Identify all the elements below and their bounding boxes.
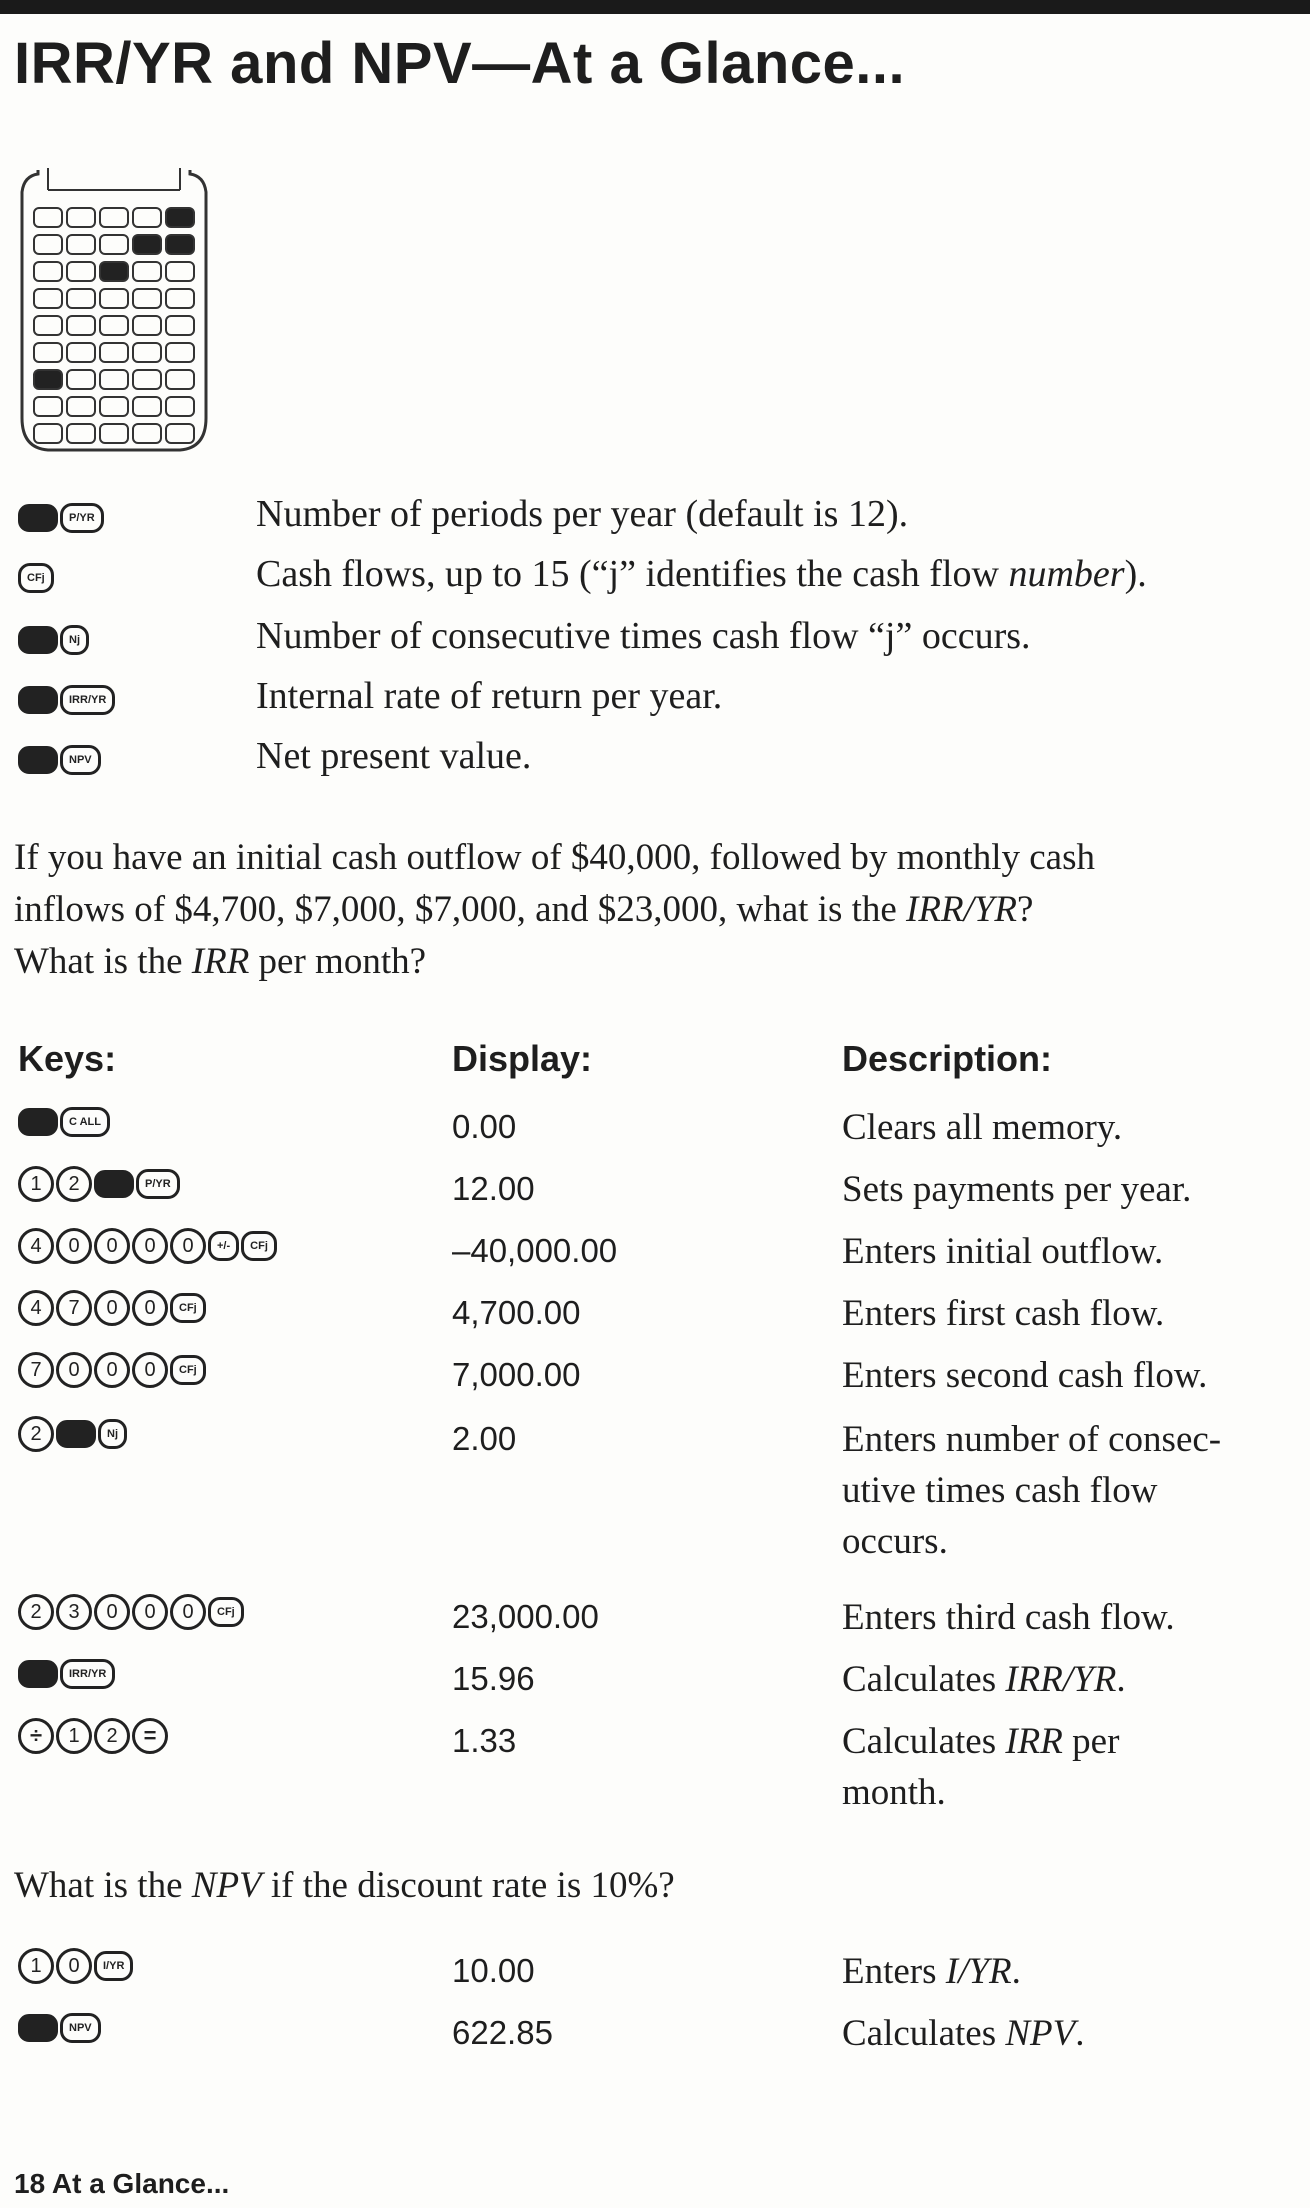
calc-key-shape	[166, 370, 194, 389]
p-yr-key-icon: P/YR	[60, 503, 104, 533]
plus-minus-key-icon: +/-	[208, 1231, 239, 1261]
calc-key-shape	[100, 262, 128, 281]
i-yr-key-icon: I/YR	[94, 1951, 133, 1981]
digit-key-7-icon: 7	[18, 1352, 54, 1388]
key-sequence	[18, 620, 89, 660]
display-value: –40,000.00	[452, 1232, 618, 1269]
p-yr-key-icon: P/YR	[136, 1169, 180, 1199]
divide-key-icon: ÷	[18, 1718, 54, 1754]
digit-key-2-icon: 2	[18, 1416, 54, 1452]
cfj-key-icon: CFj	[241, 1231, 277, 1261]
digit-key-0-icon: 0	[132, 1290, 168, 1326]
calc-key-shape	[166, 208, 194, 227]
calc-key-shape	[34, 397, 62, 416]
calc-key-shape	[100, 397, 128, 416]
calc-key-shape	[100, 208, 128, 227]
nj-key-icon: Nj	[98, 1419, 127, 1449]
key-sequence	[18, 680, 115, 720]
calc-key-shape	[34, 208, 62, 227]
problem-line-1: If you have an initial cash outflow of $40,000, followed by monthly cash	[14, 837, 1096, 878]
digit-key-0-icon: 0	[56, 1352, 92, 1388]
glossary-text-1: Cash flows, up to 15 (“j” identifies the cash flow number).	[256, 553, 1147, 595]
description: Enters initial outflow.	[842, 1231, 1164, 1272]
calc-key-shape	[166, 424, 194, 443]
digit-key-4-icon: 4	[18, 1290, 54, 1326]
description: Enters third cash flow.	[842, 1597, 1175, 1638]
calc-key-shape	[67, 424, 95, 443]
key-sequence	[18, 1718, 168, 1754]
cfj-key-icon: CFj	[170, 1355, 206, 1385]
digit-key-0-icon: 0	[132, 1352, 168, 1388]
calc-key-shape	[67, 370, 95, 389]
description: Sets payments per year.	[842, 1169, 1192, 1210]
calc-key-shape	[133, 343, 161, 362]
calc-key-shape	[67, 397, 95, 416]
key-sequence	[18, 740, 101, 780]
calc-key-shape	[34, 343, 62, 362]
calc-key-shape	[67, 316, 95, 335]
calc-key-shape	[133, 316, 161, 335]
key-sequence	[18, 1656, 115, 1692]
key-sequence	[18, 1948, 133, 1984]
key-sequence	[18, 1594, 244, 1630]
description: Enters number of consec- utive times cash flow occurs.	[842, 1419, 1222, 1562]
shift-key-icon	[18, 1660, 58, 1688]
digit-key-0-icon: 0	[56, 1228, 92, 1264]
calc-key-shape	[100, 235, 128, 254]
npv-question: What is the NPV if the discount rate is 10%?	[14, 1865, 675, 1906]
digit-key-0-icon: 0	[94, 1352, 130, 1388]
calc-key-shape	[67, 262, 95, 281]
irr-yr-key-icon: IRR/YR	[60, 1659, 115, 1689]
display-value: 7,000.00	[452, 1356, 581, 1393]
shift-key-icon	[18, 626, 58, 654]
calc-key-shape	[166, 316, 194, 335]
calc-key-shape	[133, 208, 161, 227]
key-sequence	[18, 1104, 110, 1140]
calc-key-shape	[100, 370, 128, 389]
calc-key-shape	[133, 397, 161, 416]
cfj-key-icon: CFj	[208, 1597, 244, 1627]
digit-key-2-icon: 2	[18, 1594, 54, 1630]
digit-key-0-icon: 0	[94, 1594, 130, 1630]
calc-key-shape	[133, 262, 161, 281]
calc-key-shape	[67, 343, 95, 362]
calc-key-shape	[133, 370, 161, 389]
digit-key-0-icon: 0	[132, 1228, 168, 1264]
cfj-key-icon: CFj	[18, 563, 54, 593]
calc-key-shape	[166, 262, 194, 281]
page-title: IRR/YR and NPV—At a Glance...	[14, 31, 906, 96]
description: Enters I/YR.	[842, 1951, 1021, 1992]
calc-key-shape	[67, 208, 95, 227]
nj-key-icon: Nj	[60, 625, 89, 655]
description: Calculates IRR/YR.	[842, 1659, 1126, 1700]
shift-key-icon	[56, 1420, 96, 1448]
key-sequence	[18, 1228, 277, 1264]
glossary-text-0: Number of periods per year (default is 12).	[256, 493, 909, 535]
digit-key-2-icon: 2	[94, 1718, 130, 1754]
display-value: 10.00	[452, 1952, 535, 1989]
description: Enters first cash flow.	[842, 1293, 1165, 1334]
calc-key-shape	[67, 235, 95, 254]
cfj-key-icon: CFj	[170, 1293, 206, 1323]
calc-key-shape	[67, 289, 95, 308]
digit-key-1-icon: 1	[18, 1948, 54, 1984]
shift-key-icon	[18, 1108, 58, 1136]
shift-key-icon	[18, 2014, 58, 2042]
digit-key-0-icon: 0	[94, 1290, 130, 1326]
key-sequence	[18, 1166, 180, 1202]
key-sequence	[18, 2010, 101, 2046]
display-value: 23,000.00	[452, 1598, 599, 1635]
digit-key-3-icon: 3	[56, 1594, 92, 1630]
problem-line-3: What is the IRR per month?	[14, 941, 427, 982]
top-rule	[0, 0, 1310, 14]
digit-key-0-icon: 0	[94, 1228, 130, 1264]
digit-key-0-icon: 0	[170, 1594, 206, 1630]
calc-key-shape	[34, 262, 62, 281]
digit-key-4-icon: 4	[18, 1228, 54, 1264]
calc-key-shape	[133, 289, 161, 308]
header-description: Description:	[842, 1038, 1053, 1079]
display-value: 2.00	[452, 1420, 517, 1457]
calc-key-shape	[100, 424, 128, 443]
shift-key-icon	[94, 1170, 134, 1198]
display-value: 1.33	[452, 1722, 517, 1759]
problem-line-2: inflows of $4,700, $7,000, $7,000, and $23,000, what is the IRR/YR?	[14, 889, 1034, 930]
calc-key-shape	[100, 289, 128, 308]
display-value: 12.00	[452, 1170, 535, 1207]
calc-key-shape	[133, 424, 161, 443]
display-value: 0.00	[452, 1108, 517, 1145]
header-keys: Keys:	[18, 1038, 117, 1079]
glossary-text-4: Net present value.	[256, 735, 532, 777]
digit-key-1-icon: 1	[56, 1718, 92, 1754]
key-sequence	[18, 1352, 206, 1388]
description: Clears all memory.	[842, 1107, 1123, 1148]
irr-yr-key-icon: IRR/YR	[60, 685, 115, 715]
calc-key-shape	[34, 289, 62, 308]
problem-statement	[14, 832, 1304, 988]
calc-key-shape	[34, 235, 62, 254]
calc-key-shape	[166, 235, 194, 254]
page-footer: 18 At a Glance...	[14, 2168, 230, 2199]
description: Calculates IRR per month.	[842, 1721, 1120, 1813]
shift-key-icon	[18, 746, 58, 774]
calc-key-shape	[166, 397, 194, 416]
glossary-text-2: Number of consecutive times cash flow “j” occurs.	[256, 615, 1031, 657]
digit-key-2-icon: 2	[56, 1166, 92, 1202]
shift-key-icon	[18, 686, 58, 714]
shift-key-icon	[18, 504, 58, 532]
key-sequence	[18, 1290, 206, 1326]
header-display: Display:	[452, 1038, 593, 1079]
description: Calculates NPV.	[842, 2013, 1085, 2054]
equals-key-icon: =	[132, 1718, 168, 1754]
digit-key-0-icon: 0	[56, 1948, 92, 1984]
description: Enters second cash flow.	[842, 1355, 1208, 1396]
digit-key-0-icon: 0	[132, 1594, 168, 1630]
key-sequence	[18, 498, 104, 538]
display-value: 15.96	[452, 1660, 535, 1697]
calc-key-shape	[100, 316, 128, 335]
display-value: 4,700.00	[452, 1294, 581, 1331]
calculator-keypad-illustration	[18, 168, 210, 454]
calc-key-shape	[100, 343, 128, 362]
calc-key-shape	[34, 370, 62, 389]
key-sequence	[18, 558, 54, 598]
npv-key-icon: NPV	[60, 2013, 101, 2043]
c-all-key-icon: C ALL	[60, 1107, 110, 1137]
display-value: 622.85	[452, 2014, 553, 2051]
calc-key-shape	[166, 289, 194, 308]
digit-key-1-icon: 1	[18, 1166, 54, 1202]
glossary-text-3: Internal rate of return per year.	[256, 675, 723, 717]
digit-key-7-icon: 7	[56, 1290, 92, 1326]
digit-key-0-icon: 0	[170, 1228, 206, 1264]
key-sequence	[18, 1416, 127, 1452]
npv-key-icon: NPV	[60, 745, 101, 775]
calc-key-shape	[34, 424, 62, 443]
calc-key-shape	[34, 316, 62, 335]
calc-key-shape	[133, 235, 161, 254]
calc-key-shape	[166, 343, 194, 362]
